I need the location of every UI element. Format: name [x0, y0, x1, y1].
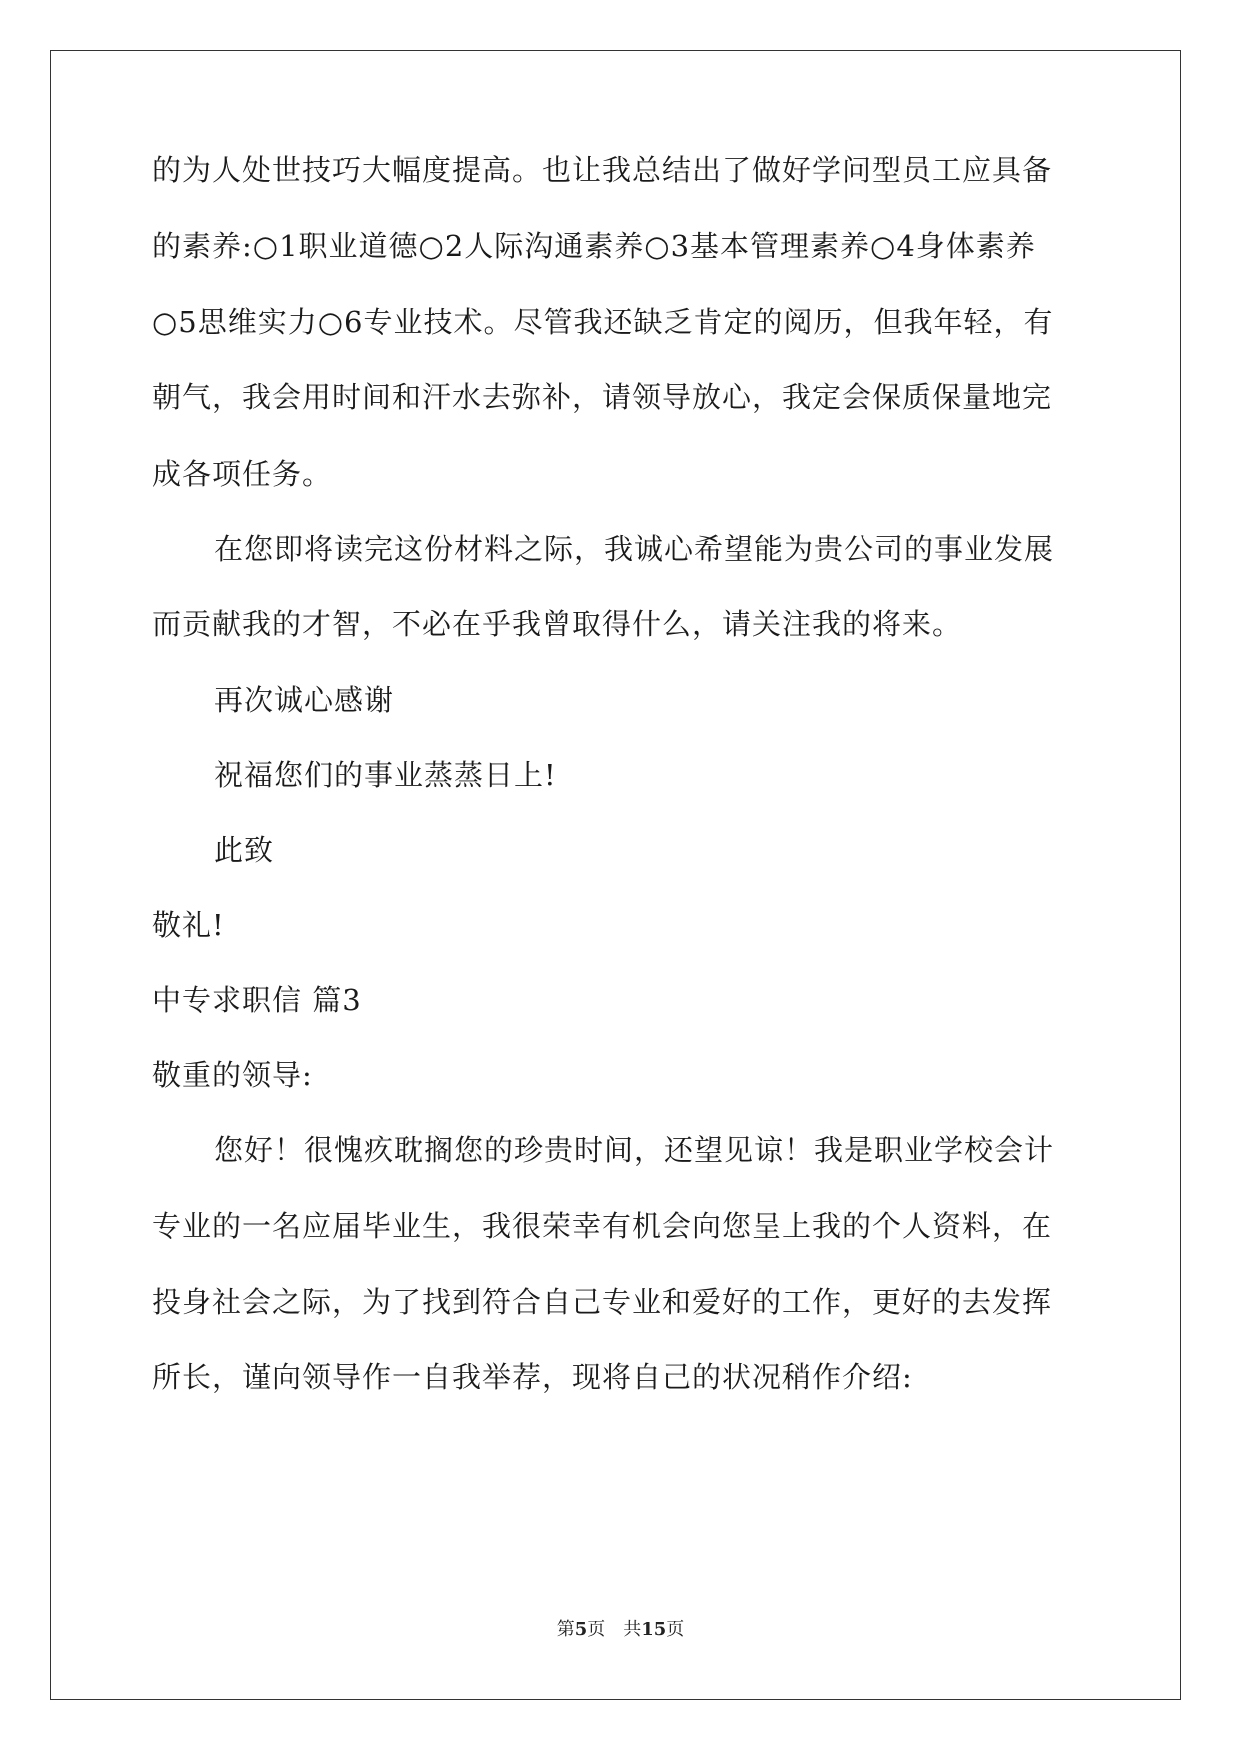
- closing-wish: 祝福您们的事业蒸蒸日上!: [214, 758, 557, 792]
- closing-salutation: 此致: [214, 833, 275, 867]
- total-prefix: 共: [623, 1619, 642, 1640]
- greeting: 敬重的领导:: [152, 1058, 313, 1092]
- paragraph-line: 成各项任务。: [152, 457, 333, 491]
- paragraph-line: 朝气，我会用时间和汗水去弥补，请领导放心，我定会保质保量地完: [152, 380, 1053, 414]
- paragraph-line: 投身社会之际，为了找到符合自己专业和爱好的工作，更好的去发挥: [152, 1285, 1053, 1319]
- paragraph-line: 的素养:○1职业道德○2人际沟通素养○3基本管理素养○4身体素养: [152, 229, 1036, 263]
- paragraph-line: ○5思维实力○6专业技术。尽管我还缺乏肯定的阅历，但我年轻，有: [152, 305, 1054, 339]
- section-title: 中专求职信 篇3: [152, 983, 362, 1017]
- paragraph-line: 在您即将读完这份材料之际，我诚心希望能为贵公司的事业发展: [214, 532, 1055, 566]
- paragraph-line: 您好！很愧疚耽搁您的珍贵时间，还望见谅！我是职业学校会计: [214, 1133, 1055, 1167]
- paragraph-line: 的为人处世技巧大幅度提高。也让我总结出了做好学问型员工应具备: [152, 153, 1053, 187]
- closing-regards: 敬礼!: [152, 908, 225, 942]
- page-current: 5: [574, 1619, 588, 1640]
- paragraph-line: 专业的一名应届毕业生，我很荣幸有机会向您呈上我的个人资料，在: [152, 1209, 1053, 1243]
- page-prefix: 第: [556, 1619, 575, 1640]
- closing-thanks: 再次诚心感谢: [214, 683, 395, 717]
- page-footer: [0, 1618, 1241, 1642]
- page-mid: 页: [587, 1619, 606, 1640]
- page-total: 15: [641, 1619, 667, 1640]
- total-suffix: 页: [666, 1619, 685, 1640]
- page-frame: [50, 50, 1181, 1700]
- paragraph-line: 而贡献我的才智，不必在乎我曾取得什么，请关注我的将来。: [152, 607, 963, 641]
- paragraph-line: 所长，谨向领导作一自我举荐，现将自己的状况稍作介绍:: [152, 1360, 913, 1394]
